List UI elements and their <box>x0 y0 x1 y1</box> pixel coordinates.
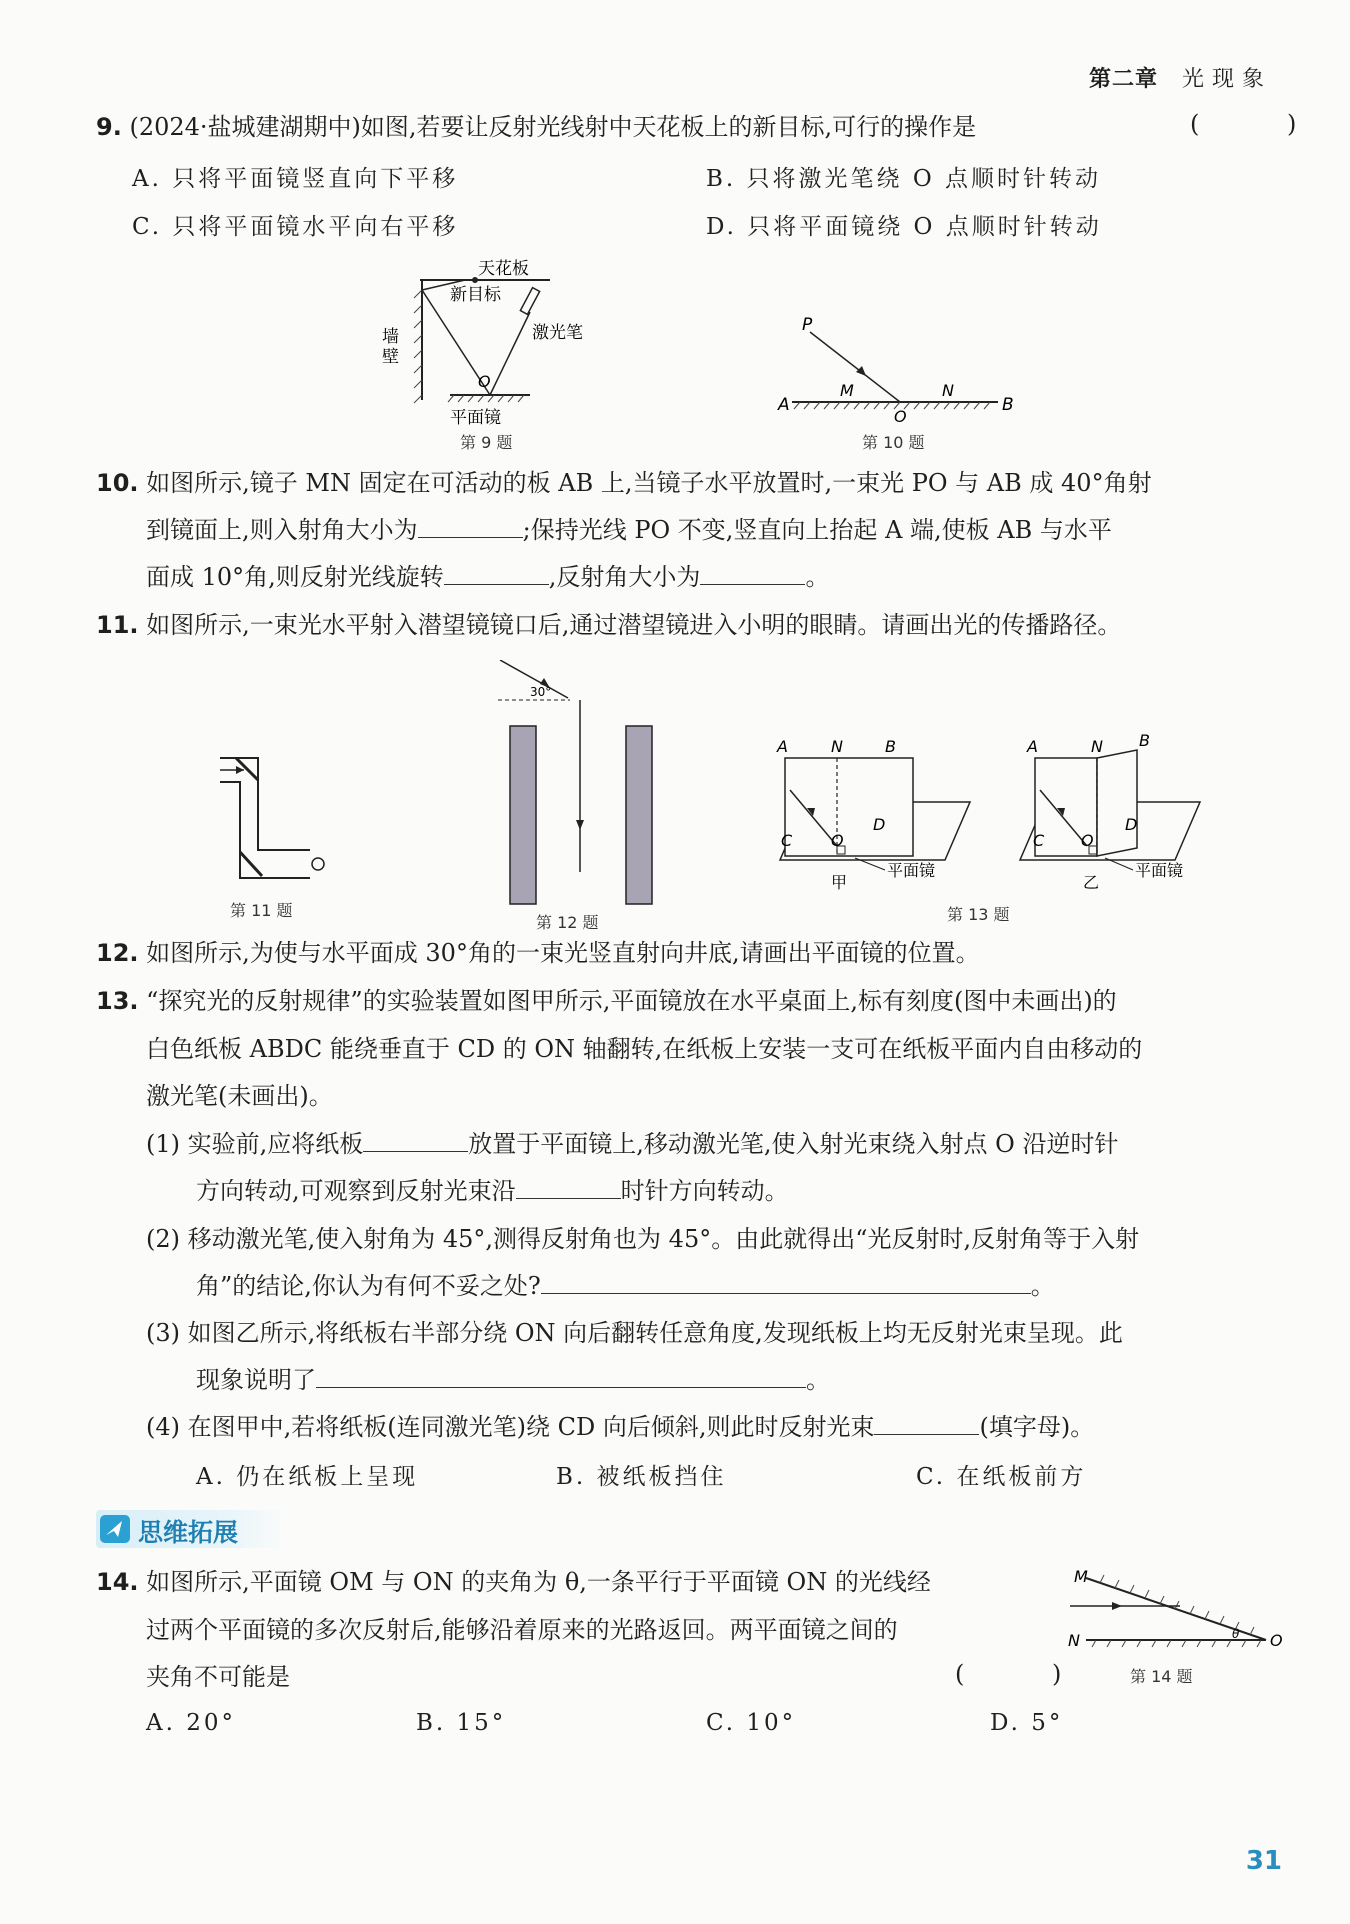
q13-jia-b: B <box>885 737 896 756</box>
q10-number: 10. <box>96 469 139 497</box>
q11-stem <box>96 608 1121 642</box>
q13-jia-label: 甲 <box>831 873 848 892</box>
q13-p1b: 放置于平面镜上,移动激光笔,使入射光束绕入射点 O 沿逆时针 <box>468 1130 1119 1158</box>
q13-jia-mirror: 平面镜 <box>887 861 936 880</box>
q13-p3c: 。 <box>806 1366 830 1394</box>
q13-yi-b: B <box>1139 731 1150 750</box>
q9-wall-label: 墙 <box>382 327 399 347</box>
q13-part-1b <box>196 1174 789 1208</box>
q13-p2c: 。 <box>1030 1272 1055 1300</box>
q9-option-a: A. 只将平面镜竖直向下平移 <box>132 166 459 192</box>
q10-line-2 <box>146 513 1112 547</box>
q10-text-2b: ;保持光线 PO 不变,竖直向上抬起 A 端,使板 AB 与水平 <box>522 516 1112 544</box>
q13-option-a: A. 仍在纸板上呈现 <box>196 1464 419 1490</box>
q9-option-c: C. 只将平面镜水平向右平移 <box>132 214 459 240</box>
q14-text-1: 如图所示,平面镜 OM 与 ON 的夹角为 θ,一条平行于平面镜 ON 的光线经 <box>146 1568 931 1596</box>
q10-label-p: P <box>802 315 813 335</box>
q10-label-n: N <box>942 381 954 400</box>
q11-figure <box>200 740 350 920</box>
q14-line-1 <box>96 1565 931 1599</box>
q14-line-3: 夹角不可能是 <box>146 1663 290 1691</box>
q13-p4a: (4) 在图甲中,若将纸板(连同激光笔)绕 CD 向后倾斜,则此时反射光束 <box>146 1413 875 1441</box>
q10-line-1 <box>96 466 1152 500</box>
q13-p3b: 现象说明了 <box>196 1366 316 1394</box>
q10-text-1: 如图所示,镜子 MN 固定在可活动的板 AB 上,当镜子水平放置时,一束光 PO 与 AB 成 40°角射 <box>146 469 1152 497</box>
q10-text-3c: 。 <box>805 563 830 591</box>
q13-yi-n: N <box>1091 737 1103 756</box>
q13-yi-label: 乙 <box>1083 873 1100 892</box>
q13-part-3b <box>196 1363 830 1397</box>
q12-figure <box>480 660 680 930</box>
q9-text: (2024·盐城建湖期中)如图,若要让反射光线射中天花板上的新目标,可行的操作是 <box>129 113 977 141</box>
section-banner <box>96 1510 286 1548</box>
q9-option-d: D. 只将平面镜绕 O 点顺时针转动 <box>706 214 1102 240</box>
q10-blank-1[interactable] <box>418 513 523 538</box>
q13-p1a: (1) 实验前,应将纸板 <box>146 1130 364 1158</box>
q13-blank-3[interactable] <box>541 1269 1031 1294</box>
q13-blank-1[interactable] <box>363 1127 468 1152</box>
q9-stem <box>96 110 976 144</box>
q10-text-3a: 面成 10°角,则反射光线旋转 <box>146 563 444 591</box>
q13-p1c: 方向转动,可观察到反射光束沿 <box>196 1177 516 1205</box>
q10-text-3b: ,反射角大小为 <box>548 563 701 591</box>
q13-jia-n: N <box>831 737 843 756</box>
q13-option-c: C. 在纸板前方 <box>916 1464 1087 1490</box>
q13-yi-mirror: 平面镜 <box>1135 861 1184 880</box>
q10-caption: 第 10 题 <box>862 433 925 452</box>
q14-figure <box>1060 1560 1290 1690</box>
q13-caption: 第 13 题 <box>947 905 1010 924</box>
q14-option-d: D. 5° <box>990 1710 1064 1736</box>
q14-label-o: O <box>1270 1631 1283 1650</box>
q10-label-b: B <box>1002 395 1014 415</box>
q13-blank-4[interactable] <box>316 1363 806 1388</box>
q14-label-theta: θ <box>1232 1627 1240 1641</box>
q14-caption: 第 14 题 <box>1130 1667 1193 1686</box>
q14-line-2: 过两个平面镜的多次反射后,能够沿着原来的光路返回。两平面镜之间的 <box>146 1616 898 1644</box>
q9-answer-paren: ( ) <box>1190 110 1337 138</box>
q13-number: 13. <box>96 987 139 1015</box>
q11-number: 11. <box>96 611 139 639</box>
q13-text-1: “探究光的反射规律”的实验装置如图甲所示,平面镜放在水平桌面上,标有刻度(图中未画出)的 <box>146 987 1117 1015</box>
q13-blank-5[interactable] <box>874 1410 979 1435</box>
chapter-header <box>1089 62 1272 93</box>
q13-jia-a: A <box>777 737 788 756</box>
q12-text: 如图所示,为使与水平面成 30°角的一束光竖直射向井底,请画出平面镜的位置。 <box>146 939 980 967</box>
q10-figure <box>770 310 1030 455</box>
q13-p4b: (填字母)。 <box>979 1413 1095 1441</box>
q13-yi-a: A <box>1027 737 1038 756</box>
q10-line-3 <box>146 560 829 594</box>
q14-option-b: B. 15° <box>416 1710 507 1736</box>
q9-number: 9. <box>96 113 122 141</box>
q9-wall-label-2: 壁 <box>382 347 399 367</box>
q13-blank-2[interactable] <box>516 1174 621 1199</box>
q12-caption: 第 12 题 <box>536 913 599 930</box>
q13-jia-c: C <box>781 831 793 850</box>
q13-part-4 <box>146 1410 1094 1444</box>
page-number: 31 <box>1245 1846 1282 1876</box>
q13-line-2: 白色纸板 ABDC 能绕垂直于 CD 的 ON 轴翻转,在纸板上安装一支可在纸板平面内自由移动的 <box>146 1035 1143 1063</box>
q9-figure <box>380 250 620 455</box>
rocket-icon <box>100 1515 130 1543</box>
q9-laser-label: 激光笔 <box>532 323 583 343</box>
q10-blank-2[interactable] <box>444 560 549 585</box>
q14-answer-paren: ( ) <box>955 1660 1102 1688</box>
q14-option-c: C. 10° <box>706 1710 797 1736</box>
q9-caption: 第 9 题 <box>460 433 513 452</box>
q13-figure <box>755 730 1205 930</box>
q13-part-1a <box>146 1127 1118 1161</box>
q13-yi-c: C <box>1033 831 1045 850</box>
q14-label-m: M <box>1074 1567 1088 1586</box>
q12-angle-label: 30° <box>530 685 552 699</box>
q9-option-b: B. 只将激光笔绕 O 点顺时针转动 <box>706 166 1102 192</box>
q13-jia-o: O <box>831 831 844 850</box>
eye-icon <box>312 858 324 870</box>
q13-part-3a: (3) 如图乙所示,将纸板右半部分绕 ON 向后翻转任意角度,发现纸板上均无反射光束呈现。此 <box>146 1319 1123 1347</box>
q13-option-b: B. 被纸板挡住 <box>556 1464 727 1490</box>
q10-label-o: O <box>894 407 907 426</box>
q12-number: 12. <box>96 939 139 967</box>
q13-line-1 <box>96 984 1117 1018</box>
q10-label-m: M <box>840 381 854 400</box>
q13-p1d: 时针方向转动。 <box>620 1177 789 1205</box>
q9-ceiling-label: 天花板 <box>478 259 529 279</box>
q9-point-o: O <box>478 372 491 391</box>
q13-yi-d: D <box>1125 815 1138 834</box>
q13-yi-o: O <box>1081 831 1094 850</box>
q14-number: 14. <box>96 1568 139 1596</box>
q14-option-a: A. 20° <box>146 1710 236 1736</box>
q10-blank-3[interactable] <box>700 560 805 585</box>
chapter-name: 光现象 <box>1181 67 1272 92</box>
q12-stem <box>96 936 980 970</box>
q14-label-n: N <box>1068 1631 1080 1650</box>
q10-label-a: A <box>778 395 790 415</box>
q13-jia-d: D <box>873 815 886 834</box>
q13-line-3: 激光笔(未画出)。 <box>146 1082 333 1110</box>
section-title: 思维拓展 <box>138 1518 239 1547</box>
chapter-number: 第二章 <box>1088 67 1158 92</box>
q9-mirror-label: 平面镜 <box>450 408 501 428</box>
q13-part-2b <box>196 1269 1055 1303</box>
q11-caption: 第 11 题 <box>230 901 293 920</box>
q13-part-2a: (2) 移动激光笔,使入射角为 45°,测得反射角也为 45°。由此就得出“光反射时,反射角等于入射 <box>146 1225 1140 1253</box>
q13-p2b: 角”的结论,你认为有何不妥之处? <box>196 1272 541 1300</box>
q11-text: 如图所示,一束光水平射入潜望镜镜口后,通过潜望镜进入小明的眼睛。请画出光的传播路径。 <box>146 611 1122 639</box>
q10-text-2a: 到镜面上,则入射角大小为 <box>146 516 418 544</box>
q9-target-label: 新目标 <box>450 285 501 305</box>
